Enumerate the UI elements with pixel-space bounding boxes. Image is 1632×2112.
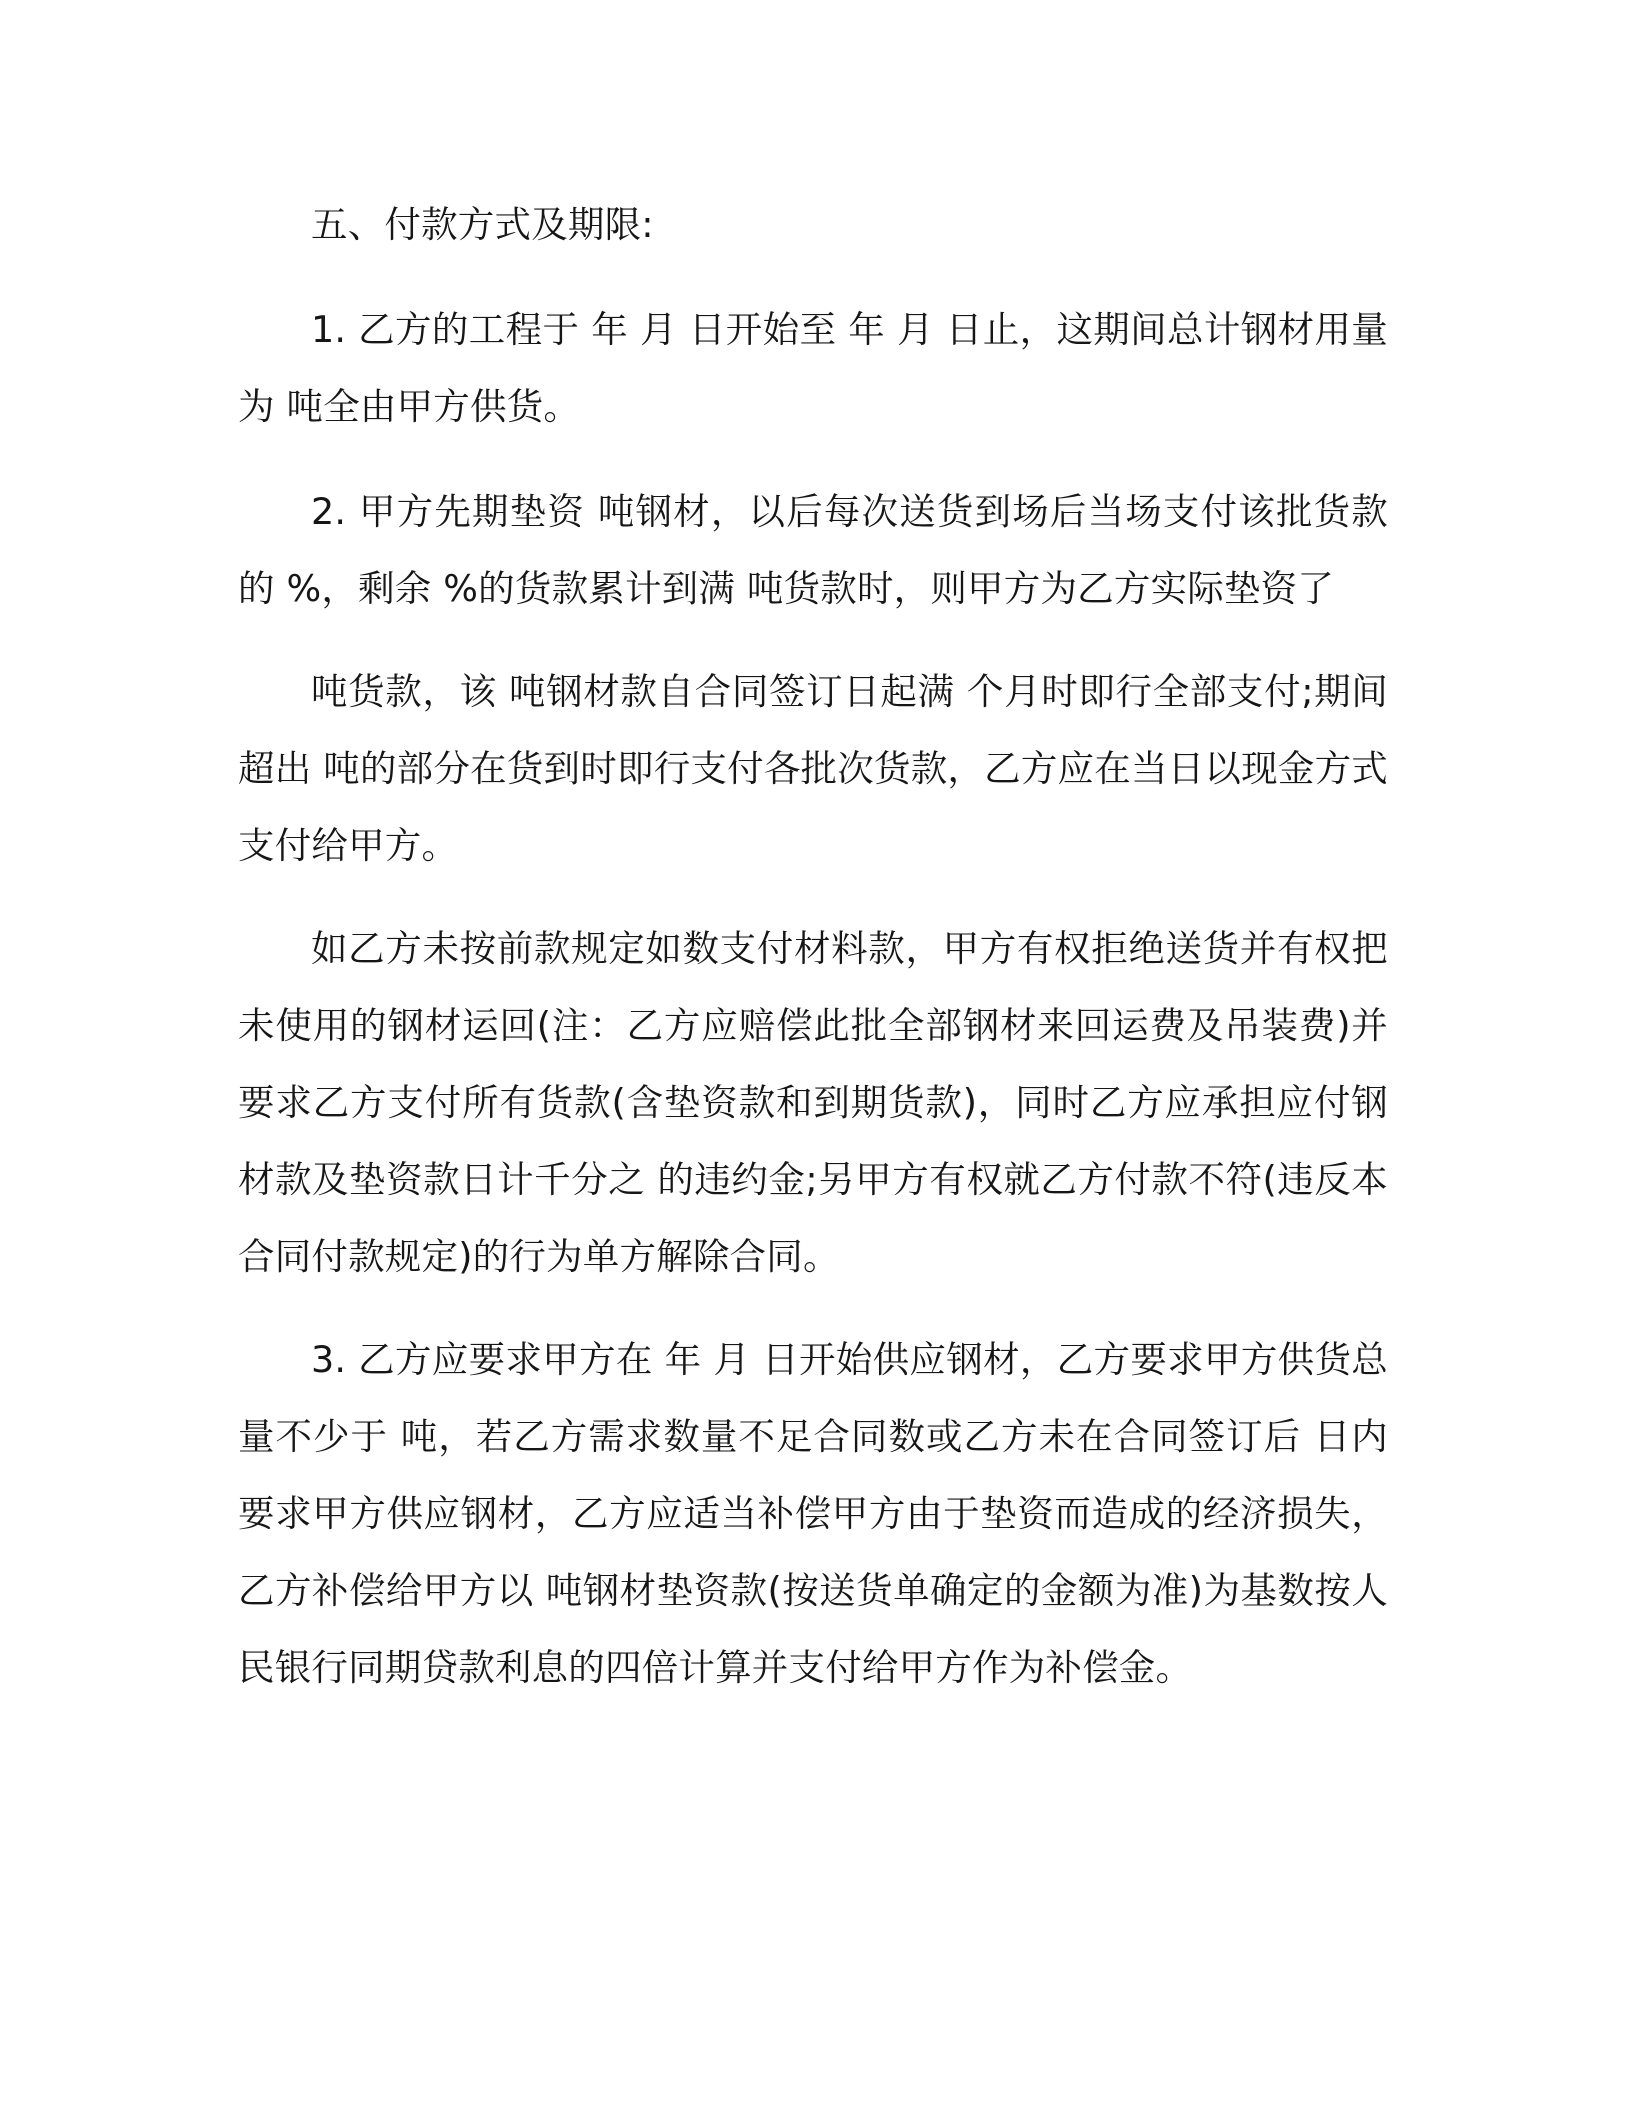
paragraph-1-text: 1. 乙方的工程于 年 月 日开始至 年 月 日止，这期间总计钢材用量为 吨全由甲方供货。 (238, 308, 1388, 428)
paragraph-5-text: 3. 乙方应要求甲方在 年 月 日开始供应钢材，乙方要求甲方供货总量不少于 吨，若乙方需求数量不足合同数或乙方未在合同签订后 日内要求甲方供应钢材，乙方应适当补偿甲方由于垫资而造成的经济损失，乙方补偿给甲方以 吨钢材垫资款(按送货单确定的金额为准)为基数按人民银行同期贷款利息的四倍计算并支付给甲方作为补偿金。 (238, 1338, 1388, 1689)
paragraph-4 (238, 910, 1388, 1295)
document-body (238, 186, 1388, 1706)
paragraph-4-text: 如乙方未按前款规定如数支付材料款，甲方有权拒绝送货并有权把未使用的钢材运回(注：乙方应赔偿此批全部钢材来回运费及吊装费)并要求乙方支付所有货款(含垫资款和到期货款)，同时乙方应承担应付钢材款及垫资款日计千分之 的违约金;另甲方有权就乙方付款不符(违反本合同付款规定)的行为单方解除合同。 (238, 927, 1388, 1278)
paragraph-3-text: 吨货款，该 吨钢材款自合同签订日起满 个月时即行全部支付;期间超出 吨的部分在货到时即行支付各批次货款，乙方应在当日以现金方式支付给甲方。 (238, 670, 1388, 867)
paragraph-5 (238, 1321, 1388, 1706)
paragraph-2 (238, 473, 1388, 627)
section-heading: 五、付款方式及期限: (311, 203, 654, 246)
paragraph-3 (238, 653, 1388, 884)
paragraph-2-text: 2. 甲方先期垫资 吨钢材，以后每次送货到场后当场支付该批货款的 %，剩余 %的货款累计到满 吨货款时，则甲方为乙方实际垫资了 (238, 490, 1388, 610)
paragraph-1 (238, 291, 1388, 445)
